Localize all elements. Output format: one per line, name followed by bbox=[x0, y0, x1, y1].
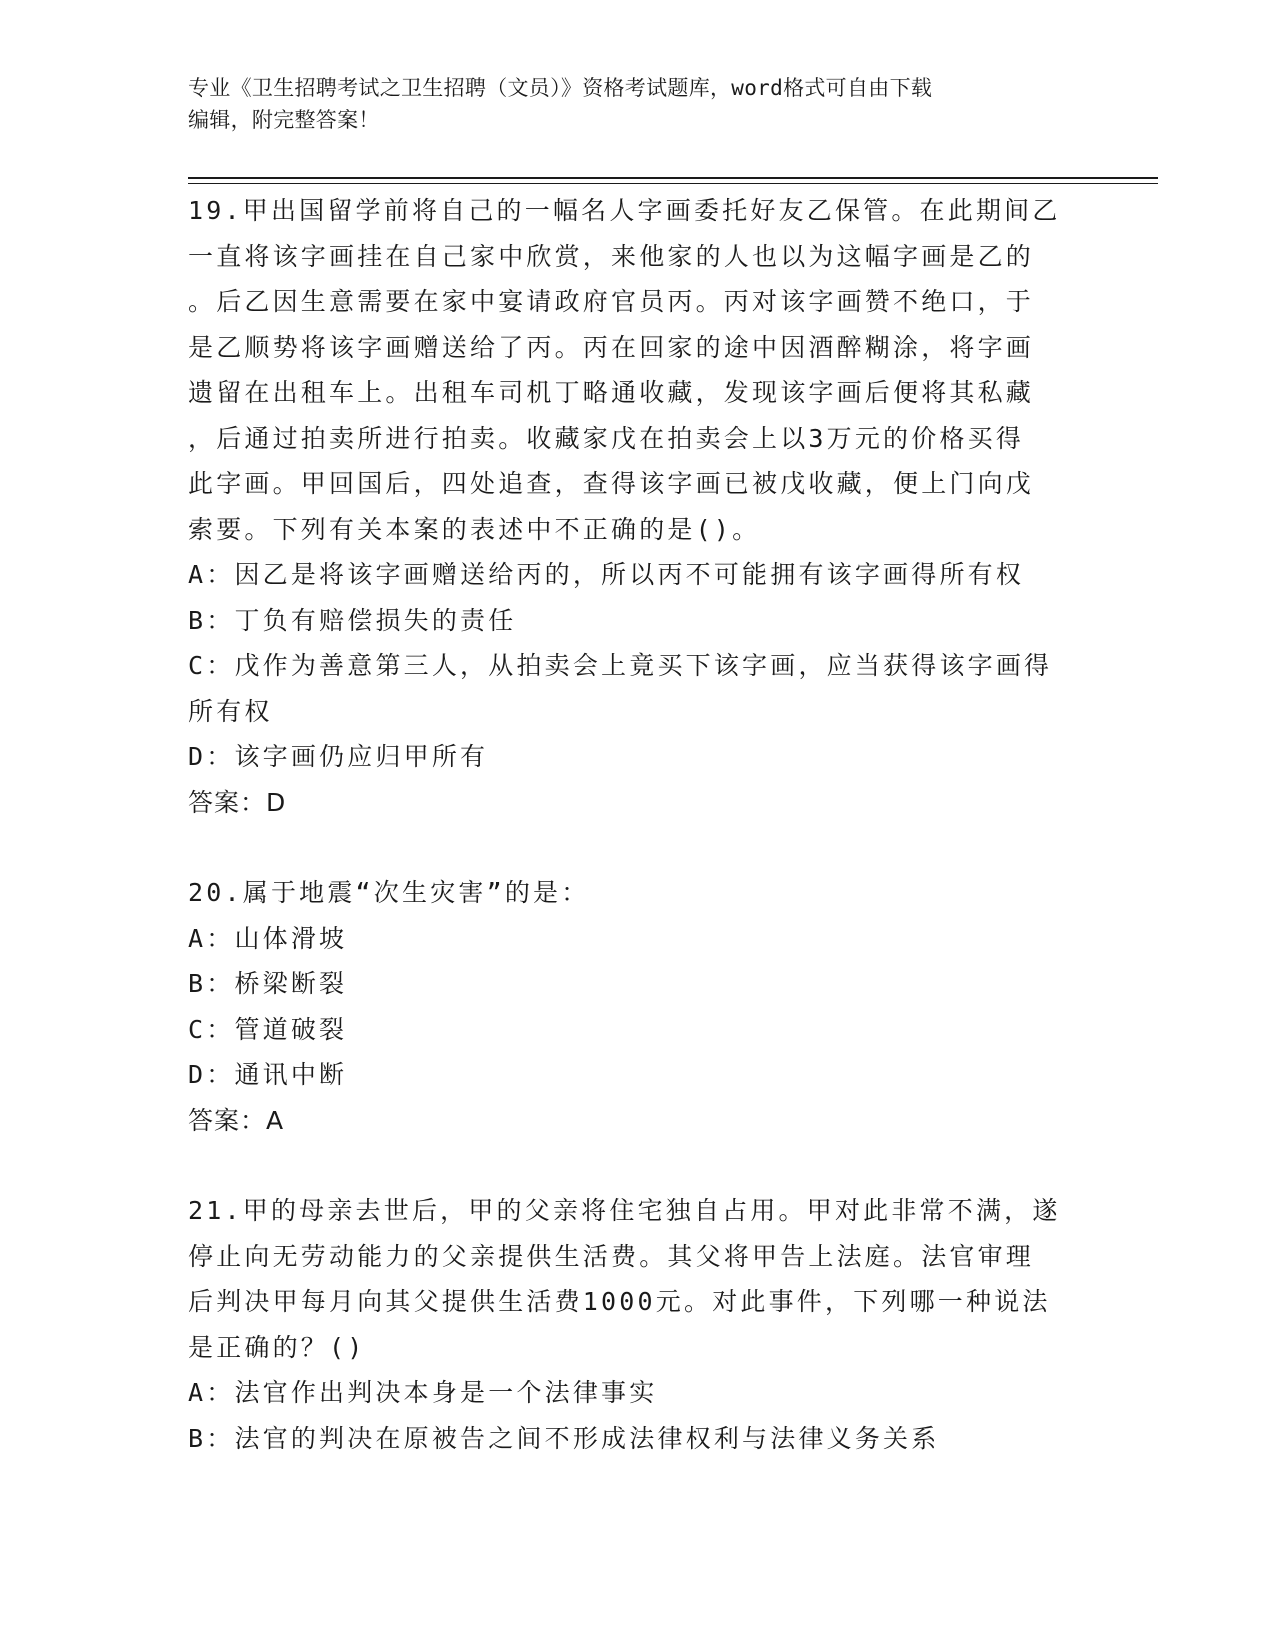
question-stem-line: 是乙顺势将该字画赠送给了丙。丙在回家的途中因酒醉糊涂，将字画 bbox=[188, 332, 1035, 362]
option-b: B：桥梁断裂 bbox=[188, 969, 348, 998]
question-20 bbox=[188, 870, 1068, 1143]
question-19 bbox=[188, 188, 1068, 825]
spacer bbox=[188, 1143, 1068, 1188]
option-c: C：管道破裂 bbox=[188, 1014, 348, 1044]
answer-line: 答案：D bbox=[188, 787, 287, 817]
option-c: C：戊作为善意第三人，从拍卖会上竟买下该字画，应当获得该字画得 bbox=[188, 651, 1053, 680]
question-stem-line: 一直将该字画挂在自己家中欣赏，来他家的人也以为这幅字画是乙的 bbox=[188, 241, 1035, 271]
question-stem-line: 此字画。甲回国后，四处追查，查得该字画已被戊收藏，便上门向戊 bbox=[188, 469, 1035, 498]
question-stem-line: 。后乙因生意需要在家中宴请政府官员丙。丙对该字画赞不绝口，于 bbox=[188, 287, 1035, 316]
question-list bbox=[188, 188, 1068, 1461]
option-d: D：通讯中断 bbox=[188, 1060, 348, 1089]
question-stem-line: 是正确的？() bbox=[188, 1332, 366, 1362]
question-stem-line: 遗留在出租车上。出租车司机丁略通收藏，发现该字画后便将其私藏 bbox=[188, 378, 1035, 407]
answer-line: 答案：A bbox=[188, 1105, 285, 1135]
header-rule bbox=[188, 177, 1158, 179]
header-rule-thin bbox=[188, 183, 1158, 184]
option-a: A：法官作出判决本身是一个法律事实 bbox=[188, 1378, 658, 1407]
page-header bbox=[188, 72, 1088, 136]
header-line-2: 编辑，附完整答案！ bbox=[188, 108, 380, 132]
option-b: B：法官的判决在原被告之间不形成法律权利与法律义务关系 bbox=[188, 1423, 940, 1453]
question-stem-line: 停止向无劳动能力的父亲提供生活费。其父将甲告上法庭。法官审理 bbox=[188, 1241, 1035, 1271]
option-b: B：丁负有赔偿损失的责任 bbox=[188, 605, 517, 635]
question-stem-line: 索要。下列有关本案的表述中不正确的是()。 bbox=[188, 514, 761, 544]
option-d: D：该字画仍应归甲所有 bbox=[188, 742, 489, 771]
question-21 bbox=[188, 1188, 1068, 1461]
option-a: A：山体滑坡 bbox=[188, 923, 348, 953]
option-a: A：因乙是将该字画赠送给丙的，所以丙不可能拥有该字画得所有权 bbox=[188, 560, 1025, 589]
question-stem-line: ，后通过拍卖所进行拍卖。收藏家戊在拍卖会上以3万元的价格买得 bbox=[188, 423, 1025, 453]
question-stem-line: 21.甲的母亲去世后，甲的父亲将住宅独自占用。甲对此非常不满，遂 bbox=[188, 1196, 1061, 1225]
question-stem-line: 19.甲出国留学前将自己的一幅名人字画委托好友乙保管。在此期间乙 bbox=[188, 196, 1061, 225]
option-c-continued: 所有权 bbox=[188, 696, 273, 726]
question-stem-line: 20.属于地震“次生灾害”的是： bbox=[188, 878, 590, 907]
question-stem-line: 后判决甲每月向其父提供生活费1000元。对此事件，下列哪一种说法 bbox=[188, 1287, 1051, 1316]
spacer bbox=[188, 825, 1068, 870]
header-line-1: 专业《卫生招聘考试之卫生招聘（文员）》资格考试题库，word格式可自由下载 bbox=[188, 76, 933, 100]
